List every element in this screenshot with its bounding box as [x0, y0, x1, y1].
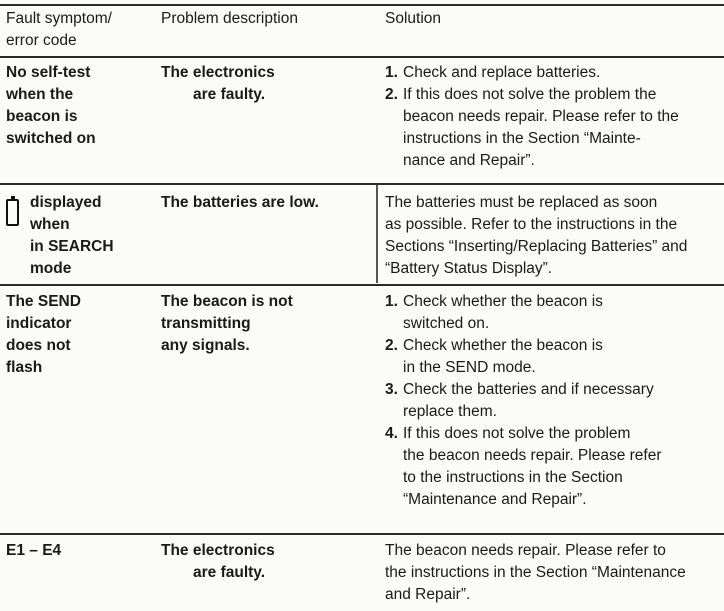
- row2-problem: The batteries are low.: [161, 194, 319, 211]
- row2-solution: The batteries must be replaced as soon as possible. Refer to the instructions in the Sections “Inserting/Replacing Batteries” and “Battery Status Display”.: [385, 194, 688, 277]
- solution-step: 2. Check whether the beacon is in the SEND mode.: [385, 337, 603, 376]
- row2-symptom-line2: when: [30, 216, 70, 233]
- solution-step: 3. Check the batteries and if necessary replace them.: [385, 381, 654, 420]
- battery-empty-icon: [6, 199, 19, 226]
- row-rule: [0, 183, 724, 185]
- solution-step: 1. Check and replace batteries.: [385, 64, 601, 81]
- row-rule: [0, 284, 724, 286]
- row4-solution: The beacon needs repair. Please refer to the instructions in the Section “Maintenance and Repair”.: [385, 542, 686, 603]
- header-fault-symptom: Fault symptom/ error code: [6, 10, 112, 49]
- header-solution: Solution: [385, 10, 442, 27]
- row2-symptom-line1: displayed: [30, 194, 102, 211]
- row4-symptom: E1 – E4: [6, 542, 62, 559]
- row3-symptom: The SEND indicator does not flash: [6, 293, 81, 376]
- row1-problem: The electronics are faulty.: [161, 64, 275, 103]
- header-rule: [0, 56, 724, 58]
- row3-problem: The beacon is not transmitting any signals.: [161, 293, 293, 354]
- solution-step: 2. If this does not solve the problem the beacon needs repair. Please refer to the instructions in the Section “Mainte- nance and Repair”.: [385, 86, 679, 169]
- solution-step: 1. Check whether the beacon is switched on.: [385, 293, 603, 332]
- header-problem-description: Problem description: [161, 10, 298, 27]
- row2-symptom-line3: in SEARCH mode: [30, 238, 114, 277]
- table-top-rule: [0, 4, 724, 6]
- row2-column-divider: [376, 185, 378, 283]
- row3-solution: [385, 291, 662, 511]
- row4-problem: The electronics are faulty.: [161, 542, 275, 581]
- row-rule: [0, 533, 724, 535]
- solution-step: 4. If this does not solve the problem the beacon needs repair. Please refer to the instructions in the Section “Maintenance and Repair”.: [385, 425, 662, 508]
- row1-solution: [385, 62, 679, 172]
- row1-symptom: No self-test when the beacon is switched on: [6, 64, 96, 147]
